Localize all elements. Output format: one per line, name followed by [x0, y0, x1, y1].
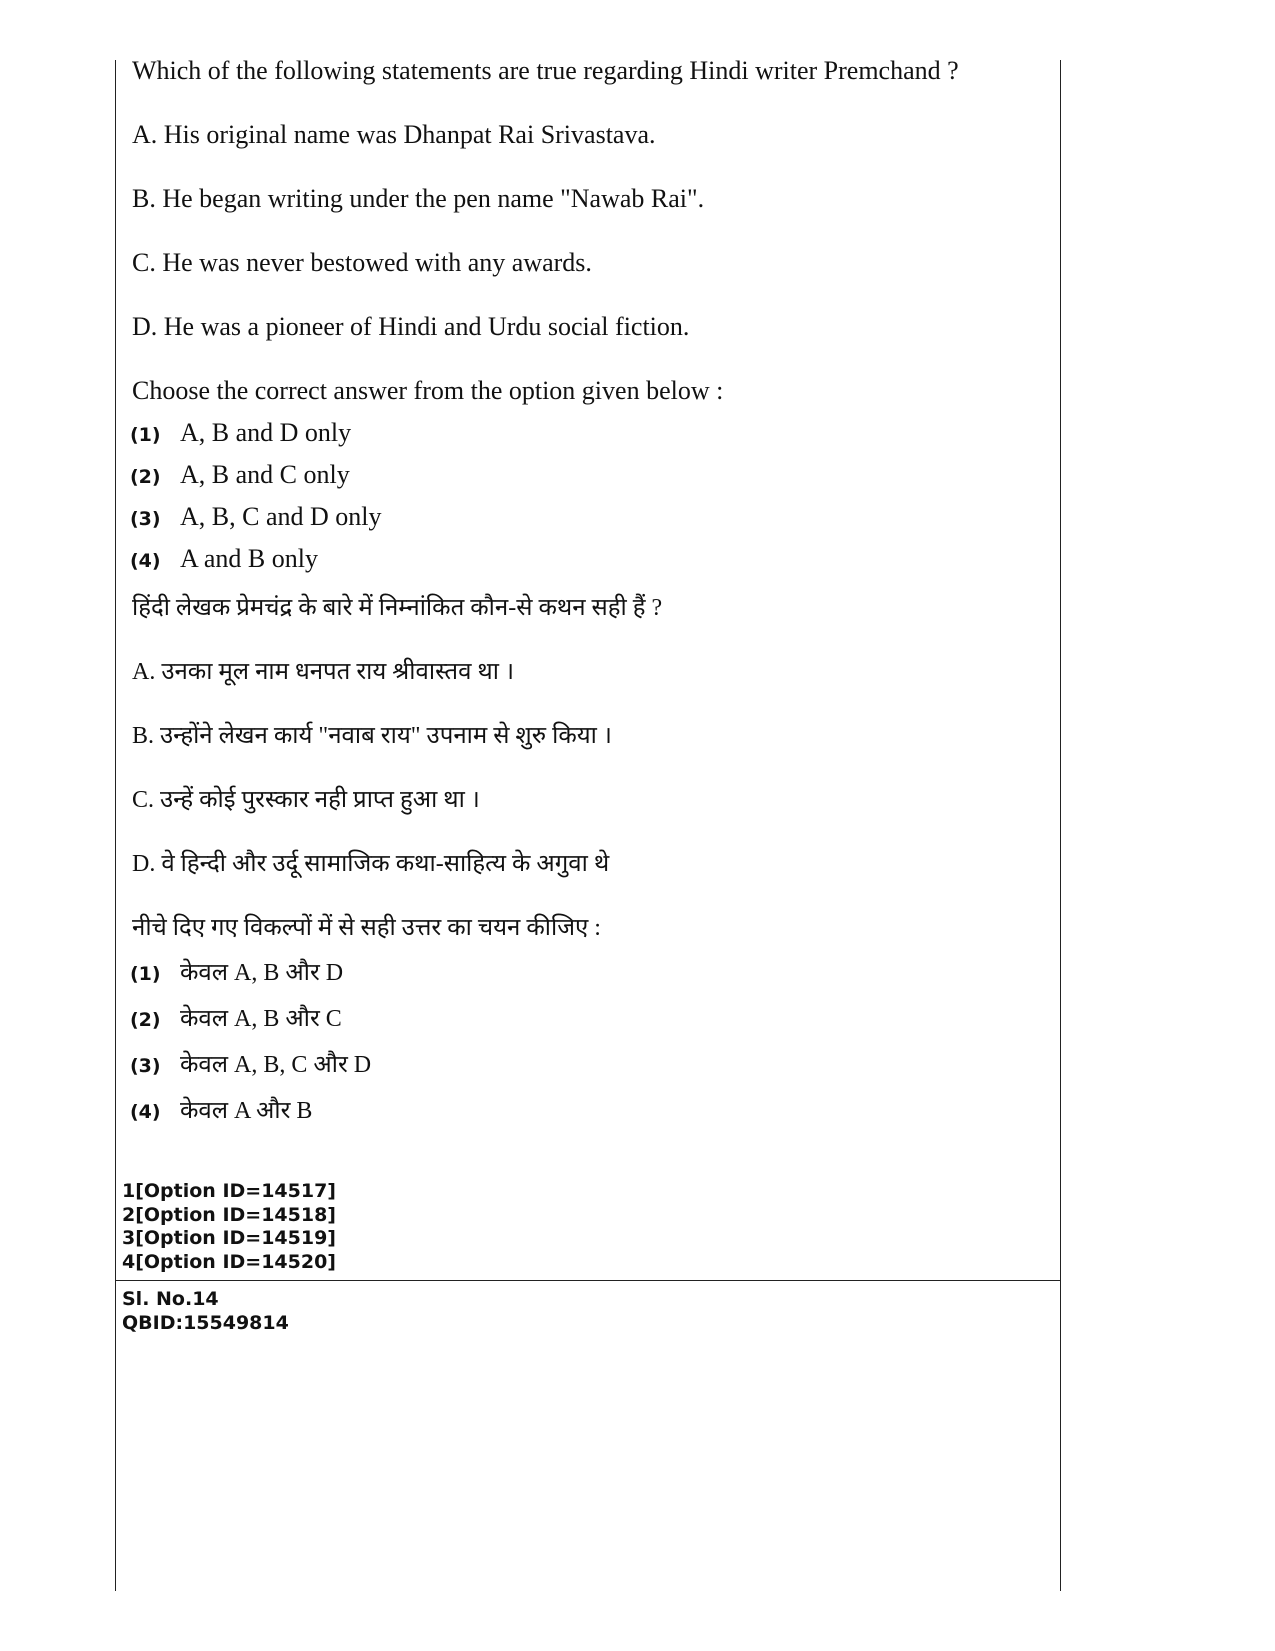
option-4-hi	[130, 1093, 312, 1126]
option-4-en	[130, 544, 318, 574]
option-number: (1)	[130, 424, 161, 446]
option-number: (4)	[130, 1101, 161, 1123]
option-2-hi	[130, 1001, 342, 1034]
statement-b-en: B. He began writing under the pen name "Nawab Rai".	[132, 184, 705, 213]
option-1-en	[130, 418, 351, 448]
option-number: (2)	[130, 1009, 161, 1031]
option-id: 3[Option ID=14519]	[122, 1227, 336, 1249]
option-text: केवल A, B और D	[180, 960, 344, 986]
option-text: केवल A, B और C	[180, 1006, 342, 1032]
option-text: A, B, C and D only	[180, 502, 382, 531]
statement-a-en: A. His original name was Dhanpat Rai Srivastava.	[132, 120, 656, 149]
option-2-en	[130, 460, 350, 490]
option-id: 2[Option ID=14518]	[122, 1203, 336, 1226]
instruction-en: Choose the correct answer from the option given below :	[132, 376, 724, 405]
question-meta	[122, 1288, 289, 1335]
qbid: QBID:15549814	[122, 1311, 289, 1334]
option-text: A, B and C only	[180, 460, 350, 489]
statement-a-hi: A. उनका मूल नाम धनपत राय श्रीवास्तव था ।	[132, 659, 515, 685]
option-number: (3)	[130, 1055, 161, 1077]
option-id: 4[Option ID=14520]	[122, 1250, 336, 1273]
option-number: (1)	[130, 963, 161, 985]
option-id-list	[122, 1180, 336, 1274]
serial-number: Sl. No.14	[122, 1288, 219, 1310]
option-1-hi	[130, 955, 343, 988]
statement-d-hi: D. वे हिन्दी और उर्दू सामाजिक कथा-साहित्य के अगुवा थे	[132, 851, 610, 877]
question-stem-en: Which of the following statements are true regarding Hindi writer Premchand ?	[132, 56, 959, 85]
statement-b-hi: B. उन्होंने लेखन कार्य "नवाब राय" उपनाम से शुरु किया ।	[132, 723, 612, 749]
option-number: (2)	[130, 466, 161, 488]
option-3-hi	[130, 1047, 371, 1080]
statement-d-en: D. He was a pioneer of Hindi and Urdu social fiction.	[132, 312, 690, 341]
option-id: 1[Option ID=14517]	[122, 1180, 336, 1202]
option-text: केवल A, B, C और D	[180, 1052, 372, 1078]
question-stem-hi: हिंदी लेखक प्रेमचंद्र के बारे में निम्नांकित कौन-से कथन सही हैं ?	[132, 595, 663, 621]
section-divider	[115, 1280, 1061, 1281]
instruction-hi: नीचे दिए गए विकल्पों में से सही उत्तर का चयन कीजिए :	[132, 915, 601, 941]
option-text: केवल A और B	[180, 1098, 313, 1124]
option-number: (4)	[130, 550, 161, 572]
option-text: A and B only	[180, 544, 318, 573]
question-frame	[115, 60, 1061, 1591]
statement-c-hi: C. उन्हें कोई पुरस्कार नही प्राप्त हुआ था ।	[132, 787, 480, 813]
option-number: (3)	[130, 508, 161, 530]
option-text: A, B and D only	[180, 418, 352, 447]
option-3-en	[130, 502, 382, 532]
statement-c-en: C. He was never bestowed with any awards.	[132, 248, 592, 277]
